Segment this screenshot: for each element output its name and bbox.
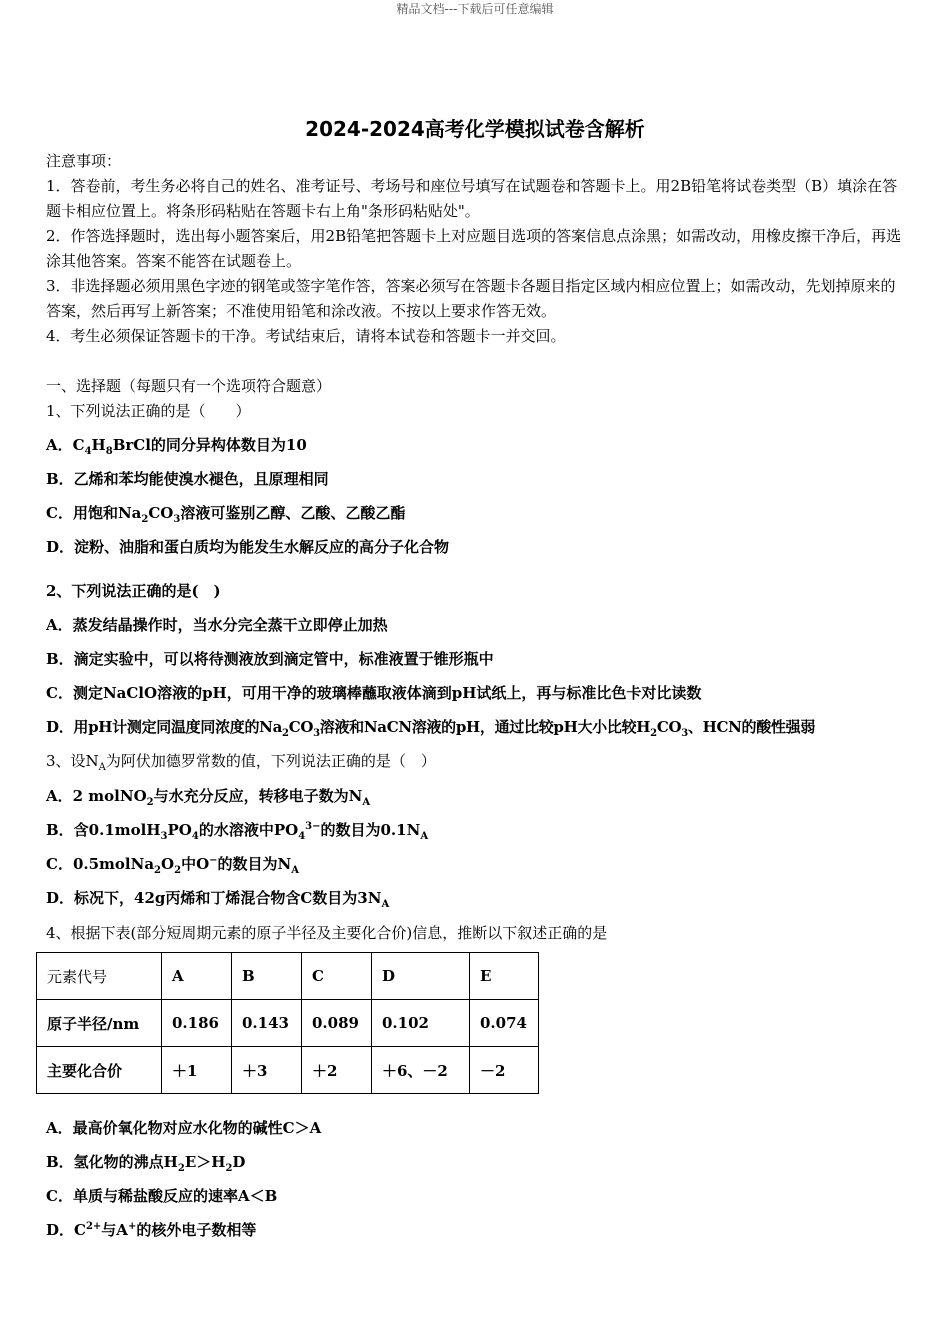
notice-item-2: 2．作答选择题时，选出每小题答案后，用2B铅笔把答题卡上对应题目选项的答案信息点涂黑；如需改动，用橡皮擦干净后，再选涂其他答案。答案不能答在试题卷上。	[46, 227, 902, 270]
table-cell: ＋3	[232, 1047, 302, 1094]
q4-option-c: C．单质与稀盐酸反应的速率A＜B	[46, 1187, 278, 1205]
q4-option-a: A．最高价氧化物对应水化物的碱性C＞A	[46, 1119, 322, 1137]
q2-option-b: B．滴定实验中，可以将待测液放到滴定管中，标准液置于锥形瓶中	[46, 650, 494, 668]
table-cell: 主要化合价	[37, 1047, 162, 1094]
q1-option-c: C．用饱和$Na_2CO_3$溶液可鉴别乙醇、乙酸、乙酸乙酯	[46, 504, 406, 525]
page-title: 2024-2024高考化学模拟试卷含解析	[305, 117, 645, 141]
q1-stem: 1、下列说法正确的是（ ）	[46, 402, 251, 420]
q1-option-b: B．乙烯和苯均能使溴水褪色，且原理相同	[46, 470, 329, 488]
table-cell: ＋2	[302, 1047, 372, 1094]
table-cell: 0.102	[372, 1000, 470, 1047]
q2-option-c: C．测定NaClO溶液的pH，可用干净的玻璃棒蘸取液体滴到pH试纸上，再与标准比色卡对比读数	[46, 684, 702, 702]
notice-item-1: 1．答卷前，考生务必将自己的姓名、准考证号、考场号和座位号填写在试题卷和答题卡上。用2B铅笔将试卷类型（B）填涂在答题卡相应位置上。将条形码粘贴在答题卡右上角"条形码粘贴处"。	[46, 177, 898, 220]
q2-option-a: A．蒸发结晶操作时，当水分完全蒸干立即停止加热	[46, 616, 388, 634]
q3-option-b: B．含$0.1molH_3PO_4$的水溶液中$PO_4^{3-}$的数目为$0.1N_A$	[46, 821, 429, 842]
q4-option-b: B．氢化物的沸点$H_2E>H_2D$	[46, 1153, 246, 1174]
section-heading: 一、选择题（每题只有一个选项符合题意）	[46, 377, 332, 395]
table-cell: 0.074	[470, 1000, 539, 1047]
table-cell: 0.186	[162, 1000, 232, 1047]
q4-option-d: D．$C^{2+}$与A+的核外电子数相等	[46, 1221, 257, 1239]
table-cell: ＋1	[162, 1047, 232, 1094]
q3-option-a: A．2 molNO$_2$与水充分反应，转移电子数为$N_A$	[46, 787, 371, 808]
table-cell: 原子半径/nm	[37, 1000, 162, 1047]
element-table	[36, 952, 539, 1094]
table-cell: ＋6、－2	[372, 1047, 470, 1094]
table-cell: 元素代号	[37, 953, 162, 1000]
table-cell: 0.089	[302, 1000, 372, 1047]
notice-item-3: 3．非选择题必须用黑色字迹的钢笔或签字笔作答，答案必须写在答题卡各题目指定区域内相应位置上；如需改动，先划掉原来的答案，然后再写上新答案；不准使用铅笔和涂改液。不按以上要求作答无效。	[46, 277, 896, 320]
q1-option-d: D．淀粉、油脂和蛋白质均为能发生水解反应的高分子化合物	[46, 538, 450, 556]
table-cell: D	[372, 953, 470, 1000]
header-note: 精品文档---下载后可任意编辑	[396, 2, 554, 16]
q1-option-a: A．$C_4H_8BrCl$的同分异构体数目为10	[46, 436, 307, 457]
notice-heading: 注意事项：	[46, 152, 122, 170]
q4-stem: 4、根据下表(部分短周期元素的原子半径及主要化合价)信息，推断以下叙述正确的是	[46, 924, 608, 942]
table-cell: B	[232, 953, 302, 1000]
q3-stem: 3、设$N_A$为阿伏加德罗常数的值，下列说法正确的是（ ）	[46, 752, 436, 773]
table-row	[37, 1047, 539, 1094]
table-cell: A	[162, 953, 232, 1000]
table-cell: C	[302, 953, 372, 1000]
notice-item-4: 4．考生必须保证答题卡的干净。考试结束后，请将本试卷和答题卡一并交回。	[46, 327, 566, 345]
q3-option-d: D．标况下，42g丙烯和丁烯混合物含C数目为$3N_A$	[46, 889, 390, 910]
q2-stem: 2、下列说法正确的是( )	[46, 582, 221, 600]
q3-option-c: C．$0.5molNa_2O_2$中O−的数目为$N_A$	[46, 855, 300, 876]
table-cell: －2	[470, 1047, 539, 1094]
q2-option-d: D．用pH计测定同温度同浓度的$Na_2CO_3$溶液和NaCN溶液的pH，通过比较pH大小比较$H_2CO_3$、HCN的酸性强弱	[46, 718, 816, 739]
table-cell: E	[470, 953, 539, 1000]
table-row	[37, 953, 539, 1000]
table-row	[37, 1000, 539, 1047]
table-cell: 0.143	[232, 1000, 302, 1047]
